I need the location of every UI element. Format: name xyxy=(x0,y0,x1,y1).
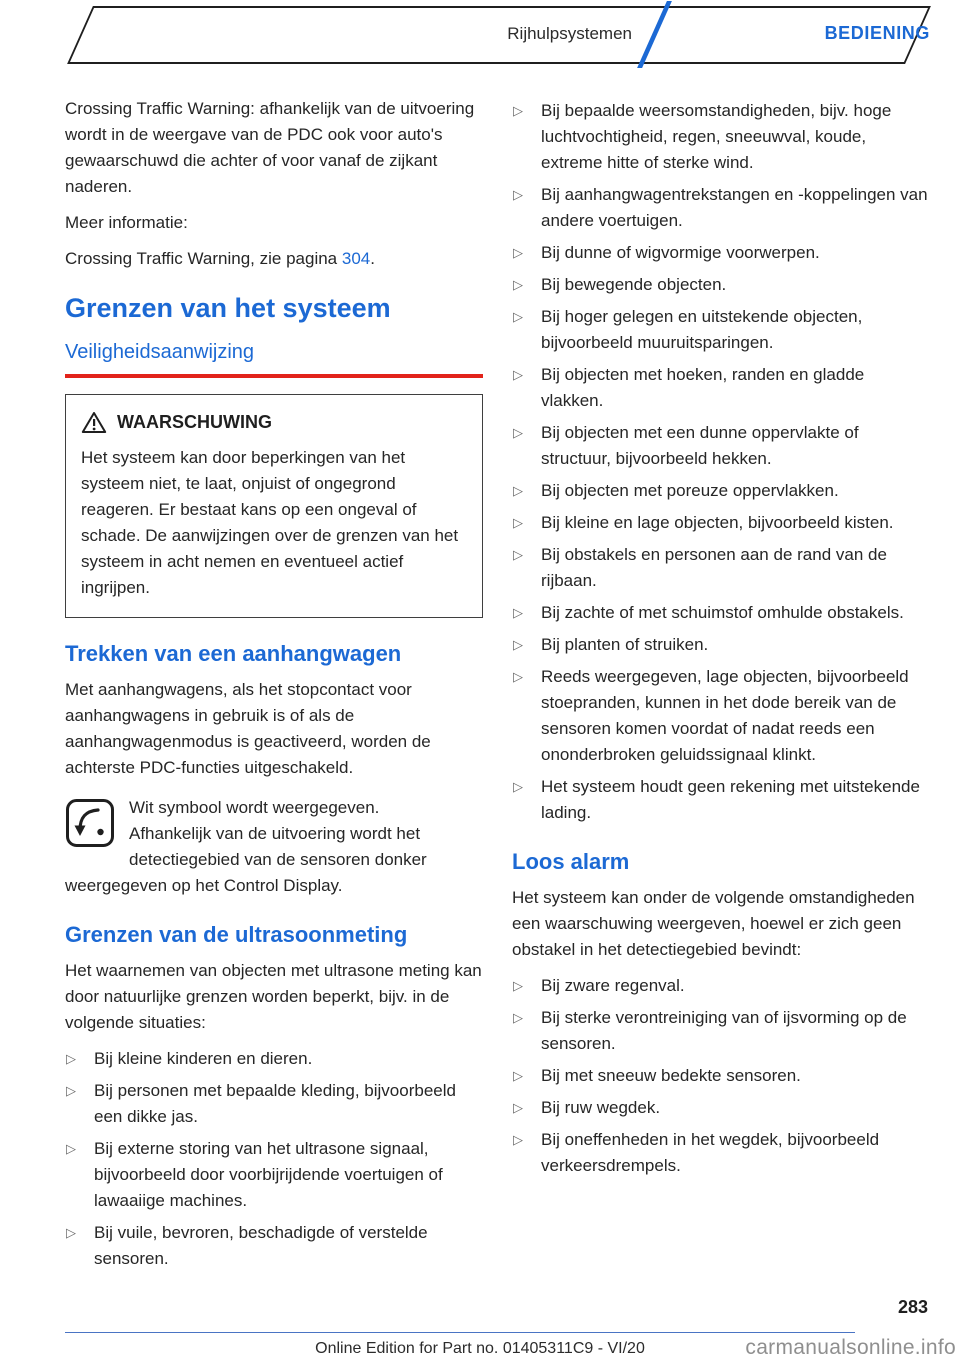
list-item-text: Bij vuile, bevroren, beschadigde of verstelde sensoren. xyxy=(94,1223,428,1268)
warning-header xyxy=(81,409,467,435)
list-item xyxy=(512,1127,930,1179)
more-info-label: Meer informatie: xyxy=(65,213,188,232)
list-item xyxy=(512,182,930,234)
header-chapter-title: BEDIENING xyxy=(824,23,930,43)
list-item xyxy=(512,420,930,472)
footer-edition-note: Online Edition for Part no. 01405311C9 - VI/20 xyxy=(315,1340,645,1357)
ultrasonic-intro: Het waarnemen van objecten met ultrasone meting kan door natuurlijke grenzen worden beperkt, bijv. in de volgende situaties: xyxy=(65,961,482,1032)
list-item xyxy=(512,272,930,298)
list-item xyxy=(512,664,930,768)
triangle-bullet-icon: ▷ xyxy=(66,1225,76,1240)
list-item-text: Bij bewegende objecten. xyxy=(541,275,727,294)
list-item xyxy=(512,774,930,826)
list-item-text: Bij met sneeuw bedekte sensoren. xyxy=(541,1066,801,1085)
triangle-bullet-icon: ▷ xyxy=(513,425,523,440)
triangle-bullet-icon: ▷ xyxy=(513,978,523,993)
triangle-bullet-icon: ▷ xyxy=(513,309,523,324)
triangle-bullet-icon: ▷ xyxy=(513,547,523,562)
list-item-text: Bij externe storing van het ultrasone signaal, bijvoorbeeld door voorbijrijdende voertuigen of lawaaiige machines. xyxy=(94,1139,443,1210)
list-item-text: Bij aanhangwagentrekstangen en -koppelingen van andere voertuigen. xyxy=(541,185,928,230)
warning-box xyxy=(65,394,483,618)
triangle-bullet-icon: ▷ xyxy=(66,1051,76,1066)
triangle-bullet-icon: ▷ xyxy=(513,245,523,260)
heading-trailer: Trekken van een aanhangwagen xyxy=(65,641,402,666)
list-item xyxy=(512,1005,930,1057)
cross-reference xyxy=(65,246,483,272)
list-item-text: Bij dunne of wigvormige voorwerpen. xyxy=(541,243,820,262)
list-item-text: Bij obstakels en personen aan de rand van de rijbaan. xyxy=(541,545,887,590)
triangle-bullet-icon: ▷ xyxy=(513,1100,523,1115)
warning-label: WAARSCHUWING xyxy=(117,412,272,432)
list-item xyxy=(512,542,930,594)
list-item xyxy=(512,632,930,658)
page-304-link[interactable]: 304 xyxy=(341,249,371,268)
page-number: 283 xyxy=(897,1297,928,1317)
heading-system-limits: Grenzen van het systeem xyxy=(65,293,391,323)
list-item-text: Bij planten of struiken. xyxy=(541,635,709,654)
false-alarm-intro: Het systeem kan onder de volgende omstandigheden een waarschuwing weergeven, hoewel er zich geen obstakel in het detectiegebied bevindt: xyxy=(512,888,915,959)
list-item xyxy=(65,1078,483,1130)
list-item-text: Het systeem houdt geen rekening met uitstekende lading. xyxy=(541,777,920,822)
triangle-bullet-icon: ▷ xyxy=(66,1141,76,1156)
list-item-text: Bij hoger gelegen en uitstekende objecten, bijvoorbeeld muuruitsparingen. xyxy=(541,307,863,352)
triangle-bullet-icon: ▷ xyxy=(66,1083,76,1098)
list-item xyxy=(512,240,930,266)
list-item-text: Bij objecten met poreuze oppervlakken. xyxy=(541,481,839,500)
list-item-text: Bij ruw wegdek. xyxy=(541,1098,661,1117)
list-item xyxy=(512,973,930,999)
ultrasonic-list-left xyxy=(65,1046,483,1272)
list-item xyxy=(512,600,930,626)
list-item xyxy=(512,1095,930,1121)
heading-false-alarm: Loos alarm xyxy=(512,849,630,874)
pdc-symbol-text-1: Wit symbool wordt weergegeven. xyxy=(129,798,380,817)
list-item xyxy=(65,1046,483,1072)
list-item xyxy=(65,1136,483,1214)
cross-reference-text: Crossing Traffic Warning, zie pagina xyxy=(65,249,342,268)
list-item xyxy=(512,98,930,176)
triangle-bullet-icon: ▷ xyxy=(513,1068,523,1083)
list-item-text: Bij sterke verontreiniging van of ijsvorming op de sensoren. xyxy=(541,1008,907,1053)
ultrasonic-list-right xyxy=(512,98,930,826)
triangle-bullet-icon: ▷ xyxy=(513,103,523,118)
triangle-bullet-icon: ▷ xyxy=(513,515,523,530)
list-item xyxy=(512,1063,930,1089)
list-item xyxy=(512,304,930,356)
list-item xyxy=(512,478,930,504)
pdc-symbol-block xyxy=(65,795,483,899)
list-item-text: Bij oneffenheden in het wegdek, bijvoorbeeld verkeersdrempels. xyxy=(541,1130,880,1175)
list-item-text: Reeds weergegeven, lage objecten, bijvoorbeeld stoepranden, kunnen in het dode bereik van de sensoren komen voordat of nadat reeds een ononderbroken geluidssignaal klinkt. xyxy=(541,667,909,764)
footer-rule xyxy=(65,1332,855,1333)
page-header xyxy=(0,0,960,72)
list-item-text: Bij objecten met een dunne oppervlakte of structuur, bijvoorbeeld hekken. xyxy=(541,423,859,468)
triangle-bullet-icon: ▷ xyxy=(513,277,523,292)
triangle-bullet-icon: ▷ xyxy=(513,669,523,684)
triangle-bullet-icon: ▷ xyxy=(513,1010,523,1025)
triangle-bullet-icon: ▷ xyxy=(513,605,523,620)
pdc-symbol-icon xyxy=(65,798,115,848)
warning-text: Het systeem kan door beperkingen van het systeem niet, te laat, onjuist of ongegrond reageren. Er bestaat kans op een ongeval of schade. De aanwijzingen over de grenzen van het systeem in acht nemen en eventueel actief ingrijpen. xyxy=(81,448,459,597)
list-item-text: Bij objecten met hoeken, randen en gladde vlakken. xyxy=(541,365,865,410)
list-item-text: Bij zware regenval. xyxy=(541,976,685,995)
heading-ultrasonic-limits: Grenzen van de ultrasoonmeting xyxy=(65,922,408,947)
triangle-bullet-icon: ▷ xyxy=(513,483,523,498)
list-item-text: Bij kleine kinderen en dieren. xyxy=(94,1049,313,1068)
triangle-bullet-icon: ▷ xyxy=(513,367,523,382)
triangle-bullet-icon: ▷ xyxy=(513,779,523,794)
list-item-text: Bij bepaalde weersomstandigheden, bijv. hoge luchtvochtigheid, regen, sneeuwval, koude, extreme hitte of sterke wind. xyxy=(541,101,892,172)
warning-triangle-icon xyxy=(81,411,107,434)
right-column xyxy=(512,96,930,1185)
header-section-title: Rijhulpsystemen xyxy=(507,24,632,43)
intro-paragraph: Crossing Traffic Warning: afhankelijk van de uitvoering wordt in de weergave van de PDC ook voor auto's gewaarschuwd die achter of voor vanaf de zijkant naderen. xyxy=(65,99,475,196)
triangle-bullet-icon: ▷ xyxy=(513,637,523,652)
watermark-text: carmanualsonline.info xyxy=(745,1336,956,1359)
heading-safety-note: Veiligheidsaanwijzing xyxy=(65,341,255,363)
list-item-text: Bij zachte of met schuimstof omhulde obstakels. xyxy=(541,603,904,622)
list-item xyxy=(65,1220,483,1272)
false-alarm-list xyxy=(512,973,930,1179)
trailer-paragraph: Met aanhangwagens, als het stopcontact voor aanhangwagens in gebruik is of als de aanhangwagenmodus is geactiveerd, worden de achterste PDC-functies uitgeschakeld. xyxy=(65,680,431,777)
pdc-symbol-text-2: Afhankelijk van de uitvoering wordt het detectiegebied van de sensoren donker weergegeven op het Control Display. xyxy=(65,824,427,895)
list-item xyxy=(512,510,930,536)
list-item-text: Bij personen met bepaalde kleding, bijvoorbeeld een dikke jas. xyxy=(94,1081,456,1126)
left-column xyxy=(65,96,483,1278)
list-item-text: Bij kleine en lage objecten, bijvoorbeeld kisten. xyxy=(541,513,894,532)
list-item xyxy=(512,362,930,414)
triangle-bullet-icon: ▷ xyxy=(513,187,523,202)
red-divider xyxy=(65,374,483,378)
cross-reference-suffix: . xyxy=(370,249,375,268)
triangle-bullet-icon: ▷ xyxy=(513,1132,523,1147)
